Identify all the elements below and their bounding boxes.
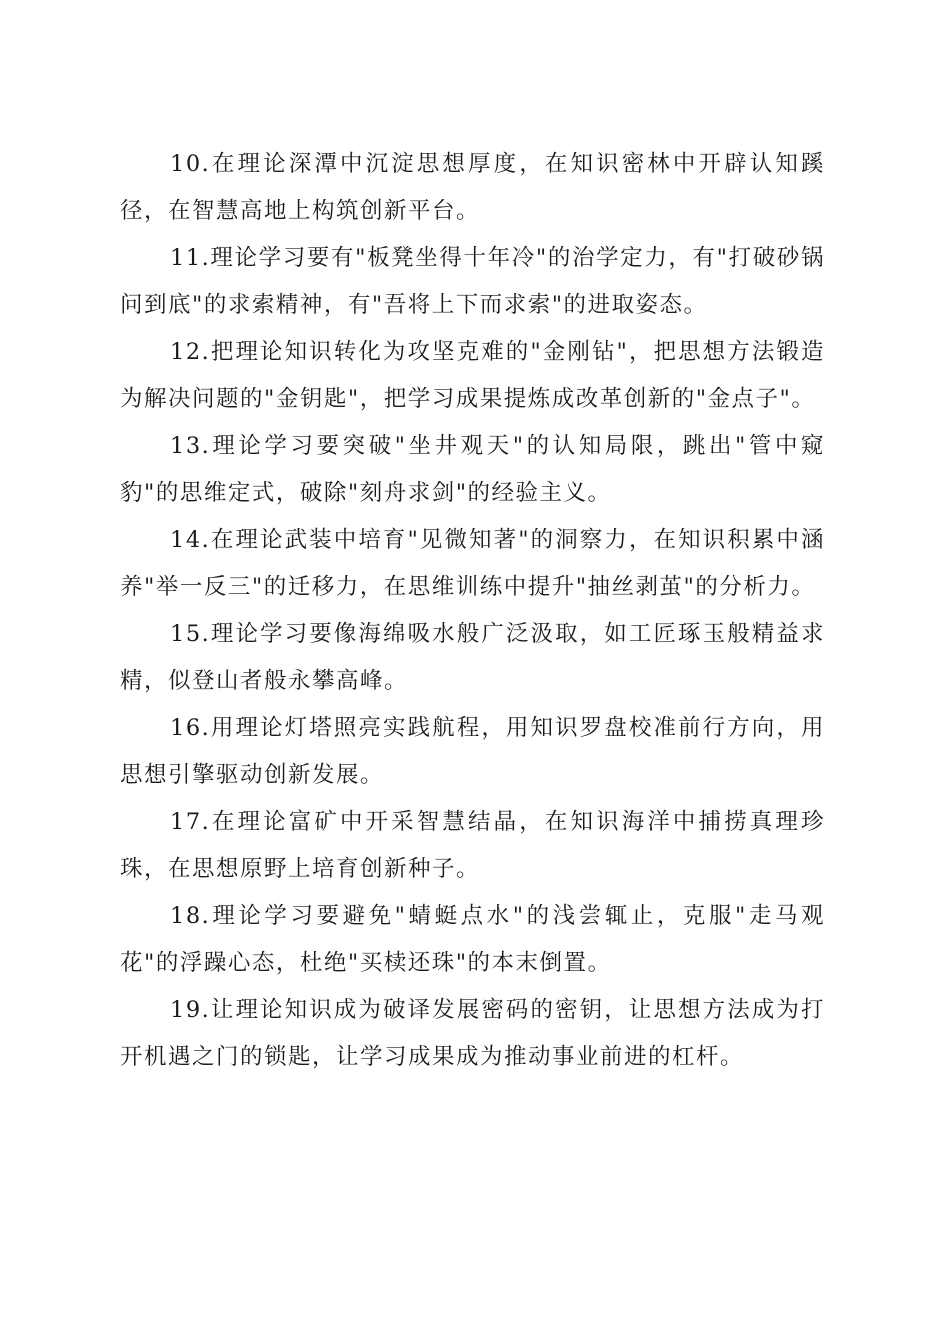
paragraph-15: 15.理论学习要像海绵吸水般广泛汲取，如工匠琢玉般精益求精，似登山者般永攀高峰。 [120, 621, 825, 694]
paragraph-18: 18.理论学习要避免"蜻蜓点水"的浅尝辄止，克服"走马观花"的浮躁心态，杜绝"买椟还珠"的本末倒置。 [120, 903, 825, 976]
document-body [120, 141, 825, 1081]
paragraph-13: 13.理论学习要突破"坐井观天"的认知局限，跳出"管中窥豹"的思维定式，破除"刻舟求剑"的经验主义。 [120, 433, 825, 506]
paragraph-10: 10.在理论深潭中沉淀思想厚度，在知识密林中开辟认知蹊径，在智慧高地上构筑创新平台。 [120, 151, 825, 224]
paragraph-17: 17.在理论富矿中开采智慧结晶，在知识海洋中捕捞真理珍珠，在思想原野上培育创新种子。 [120, 809, 825, 882]
paragraph-12: 12.把理论知识转化为攻坚克难的"金刚钻"，把思想方法锻造为解决问题的"金钥匙"，把学习成果提炼成改革创新的"金点子"。 [120, 339, 825, 412]
paragraph-16: 16.用理论灯塔照亮实践航程，用知识罗盘校准前行方向，用思想引擎驱动创新发展。 [120, 715, 825, 788]
paragraph-19: 19.让理论知识成为破译发展密码的密钥，让思想方法成为打开机遇之门的锁匙，让学习成果成为推动事业前进的杠杆。 [120, 997, 825, 1070]
paragraph-14: 14.在理论武装中培育"见微知著"的洞察力，在知识积累中涵养"举一反三"的迁移力，在思维训练中提升"抽丝剥茧"的分析力。 [120, 527, 825, 600]
paragraph-11: 11.理论学习要有"板凳坐得十年冷"的治学定力，有"打破砂锅问到底"的求索精神，有"吾将上下而求索"的进取姿态。 [120, 245, 825, 318]
